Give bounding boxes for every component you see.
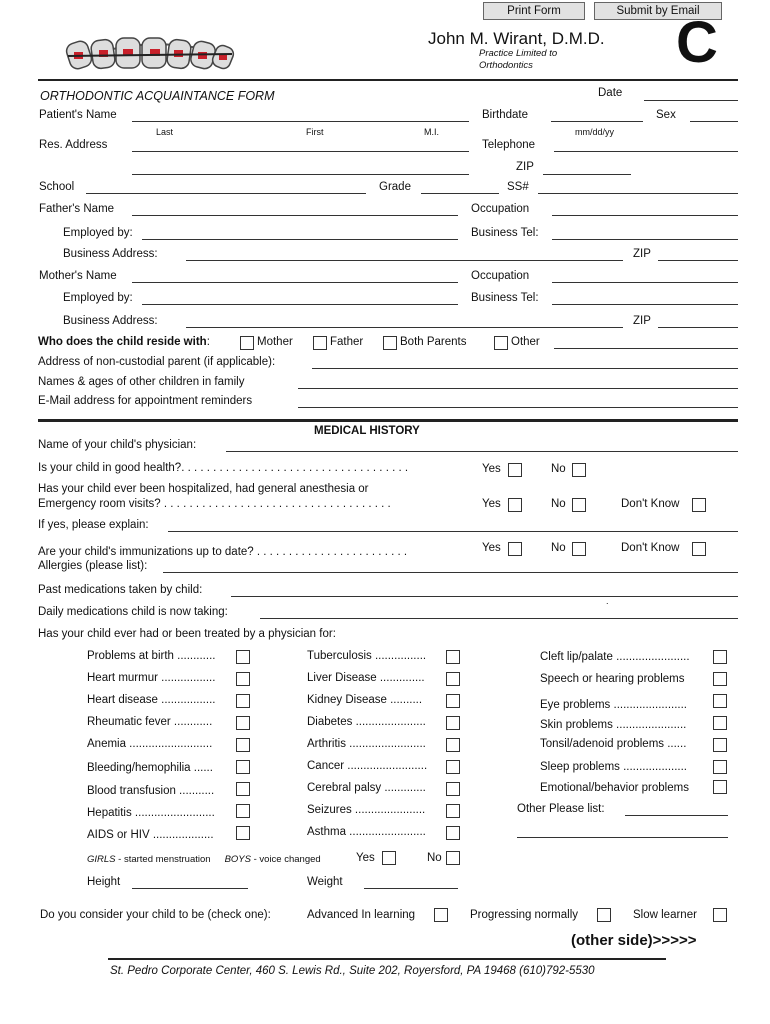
learning-question: Do you consider your child to be (check one): (40, 909, 271, 921)
weight-field[interactable] (364, 888, 458, 889)
father-business-tel-field[interactable] (552, 239, 738, 240)
condition-checkbox[interactable] (236, 716, 250, 730)
mother-zip-label: ZIP (633, 315, 651, 327)
date-label: Date (598, 87, 623, 99)
condition-checkbox[interactable] (713, 672, 727, 686)
reside-father-label: Father (330, 336, 364, 348)
braces-logo-icon (64, 26, 236, 82)
condition-checkbox[interactable] (446, 650, 460, 664)
medical-heading: MEDICAL HISTORY (314, 425, 420, 437)
medical-rule (38, 419, 738, 422)
email-field[interactable] (298, 407, 738, 408)
last-sublabel: Last (156, 127, 174, 137)
date-field[interactable] (644, 100, 738, 101)
father-name-field[interactable] (132, 215, 458, 216)
reside-father-checkbox[interactable] (313, 336, 327, 350)
school-label: School (39, 181, 75, 193)
height-label: Height (87, 876, 121, 888)
hospital-question-2: Emergency room visits? . . . . . . . . . . . . . . . . . . . . . . . . . . . . . . . . . . . . (38, 498, 391, 510)
father-business-tel-label: Business Tel: (471, 227, 539, 239)
form-letter: C (676, 10, 718, 75)
puberty-no-label: No (427, 852, 442, 864)
grade-field[interactable] (421, 193, 499, 194)
hospital-dontknow-checkbox[interactable] (692, 498, 706, 512)
condition-label: Sleep problems .................... (540, 761, 688, 773)
girls-boys-note (87, 854, 321, 865)
telephone-label: Telephone (482, 139, 536, 151)
father-occupation-label: Occupation (471, 203, 530, 215)
condition-checkbox[interactable] (236, 782, 250, 796)
mother-business-tel-field[interactable] (552, 304, 738, 305)
doctor-name: John M. Wirant, D.M.D. (428, 29, 605, 48)
other-list-field-1[interactable] (625, 815, 728, 816)
reside-both-checkbox[interactable] (383, 336, 397, 350)
patient-name-field[interactable] (132, 121, 469, 122)
condition-checkbox[interactable] (236, 760, 250, 774)
learning-advanced-label: Advanced In learning (307, 909, 416, 921)
mother-business-address-field[interactable] (186, 327, 623, 328)
school-field[interactable] (86, 193, 366, 194)
immunization-question: Are your child's immunizations up to date? . . . . . . . . . . . . . . . . . . . . . . . . (38, 546, 408, 558)
mother-occupation-field[interactable] (552, 282, 738, 283)
telephone-field[interactable] (554, 151, 738, 152)
puberty-no-checkbox[interactable] (446, 851, 460, 865)
condition-label: Diabetes ...................... (307, 716, 426, 728)
other-list-field-2[interactable] (517, 837, 728, 838)
condition-checkbox[interactable] (713, 738, 727, 752)
daily-meds-field[interactable] (260, 618, 738, 619)
condition-checkbox[interactable] (446, 672, 460, 686)
father-business-address-field[interactable] (186, 260, 623, 261)
reside-both-label: Both Parents (400, 336, 467, 348)
date-format-sublabel: mm/dd/yy (575, 127, 615, 137)
explain-label: If yes, please explain: (38, 519, 149, 531)
condition-checkbox[interactable] (236, 804, 250, 818)
boys-label: BOYS (224, 854, 251, 865)
first-sublabel: First (306, 127, 324, 137)
father-name-label: Father's Name (39, 203, 115, 215)
condition-label: Arthritis ........................ (307, 738, 426, 750)
condition-label: Asthma ........................ (307, 826, 426, 838)
past-meds-label: Past medications taken by child: (38, 584, 203, 596)
learning-normal-label: Progressing normally (470, 909, 579, 921)
father-zip-field[interactable] (658, 260, 738, 261)
condition-label: Hepatitis ......................... (87, 807, 215, 819)
sex-label: Sex (656, 109, 676, 121)
condition-label: Skin problems ...................... (540, 719, 687, 731)
condition-label: Tuberculosis ................ (307, 650, 427, 662)
girls-label: GIRLS (87, 854, 116, 865)
footer-address: St. Pedro Corporate Center, 460 S. Lewis Rd., Suite 202, Royersford, PA 19468 (610)792-5530 (110, 965, 595, 977)
condition-label: AIDS or HIV ................... (87, 829, 214, 841)
reside-other-label: Other (511, 336, 540, 348)
hospital-no-checkbox[interactable] (572, 498, 586, 512)
condition-checkbox[interactable] (236, 826, 250, 840)
address-label: Res. Address (39, 139, 108, 151)
condition-checkbox[interactable] (236, 738, 250, 752)
birthdate-field[interactable] (551, 121, 643, 122)
immunization-dontknow-label: Don't Know (621, 542, 680, 554)
health-no-label: No (551, 463, 566, 475)
patient-zip-field[interactable] (543, 174, 631, 175)
noncustodial-label: Address of non-custodial parent (if applicable): (38, 356, 276, 368)
condition-label: Tonsil/adenoid problems ...... (540, 738, 687, 750)
health-no-checkbox[interactable] (572, 463, 586, 477)
condition-label: Cleft lip/palate ....................... (540, 651, 690, 663)
explain-field[interactable] (168, 531, 738, 532)
condition-checkbox[interactable] (236, 694, 250, 708)
reside-mother-label: Mother (257, 336, 293, 348)
mother-employed-label: Employed by: (63, 292, 133, 304)
condition-checkbox[interactable] (713, 716, 727, 730)
learning-advanced-checkbox[interactable] (434, 908, 448, 922)
father-employed-field[interactable] (142, 239, 458, 240)
reside-question-colon: : (206, 336, 210, 348)
reside-other-checkbox[interactable] (494, 336, 508, 350)
immunization-dontknow-checkbox[interactable] (692, 542, 706, 556)
form-title: ORTHODONTIC ACQUAINTANCE FORM (40, 89, 275, 103)
physician-field[interactable] (226, 451, 738, 452)
past-meds-field[interactable] (231, 596, 738, 597)
health-yes-checkbox[interactable] (508, 463, 522, 477)
condition-checkbox[interactable] (713, 694, 727, 708)
condition-label: Problems at birth ............ (87, 650, 216, 662)
submit-by-email-button[interactable]: Submit by Email (594, 2, 722, 20)
hospital-yes-label: Yes (482, 498, 501, 510)
mi-sublabel: M.I. (424, 127, 439, 137)
reside-other-field[interactable] (554, 348, 738, 349)
father-occupation-field[interactable] (552, 215, 738, 216)
condition-label: Cerebral palsy ............. (307, 782, 426, 794)
learning-slow-label: Slow learner (633, 909, 697, 921)
health-yes-label: Yes (482, 463, 501, 475)
ssn-label: SS# (507, 181, 529, 193)
condition-checkbox[interactable] (713, 760, 727, 774)
hospital-question-1: Has your child ever been hospitalized, had general anesthesia or (38, 483, 369, 495)
patient-name-label: Patient's Name (39, 109, 117, 121)
birthdate-label: Birthdate (482, 109, 529, 121)
other-side-note: (other side)>>>>> (571, 932, 697, 949)
condition-label: Seizures ...................... (307, 804, 426, 816)
weight-label: Weight (307, 876, 343, 888)
condition-label: Kidney Disease .......... (307, 694, 423, 706)
immunization-yes-label: Yes (482, 542, 501, 554)
immunization-no-checkbox[interactable] (572, 542, 586, 556)
condition-label: Blood transfusion ........... (87, 785, 215, 797)
mother-name-label: Mother's Name (39, 270, 117, 282)
reside-question (38, 336, 210, 348)
treated-label: Has your child ever had or been treated by a physician for: (38, 628, 336, 640)
footer-rule (108, 958, 666, 960)
puberty-yes-label: Yes (356, 852, 375, 864)
condition-checkbox[interactable] (446, 716, 460, 730)
learning-normal-checkbox[interactable] (597, 908, 611, 922)
girls-text: - started menstruation (115, 854, 211, 865)
condition-checkbox[interactable] (446, 738, 460, 752)
condition-checkbox[interactable] (236, 672, 250, 686)
condition-label: Heart disease ................. (87, 694, 216, 706)
siblings-field[interactable] (298, 388, 738, 389)
allergies-field[interactable] (163, 572, 738, 573)
learning-slow-checkbox[interactable] (713, 908, 727, 922)
condition-label: Anemia .......................... (87, 738, 213, 750)
boys-text: - voice changed (250, 854, 321, 865)
mother-business-tel-label: Business Tel: (471, 292, 539, 304)
stray-dot: . (606, 596, 609, 606)
height-field[interactable] (132, 888, 248, 889)
siblings-label: Names & ages of other children in family (38, 376, 245, 388)
hospital-no-label: No (551, 498, 566, 510)
condition-checkbox[interactable] (713, 780, 727, 794)
patient-zip-label: ZIP (516, 161, 534, 173)
condition-label: Heart murmur ................. (87, 672, 216, 684)
condition-label: Speech or hearing problems (540, 673, 685, 685)
condition-label: Eye problems ....................... (540, 699, 687, 711)
sex-field[interactable] (690, 121, 738, 122)
allergies-label: Allergies (please list): (38, 560, 148, 572)
father-zip-label: ZIP (633, 248, 651, 260)
condition-checkbox[interactable] (713, 650, 727, 664)
hospital-dontknow-label: Don't Know (621, 498, 680, 510)
health-question: Is your child in good health?. . . . . . . . . . . . . . . . . . . . . . . . . . . . . . . . . . . . (38, 462, 409, 474)
condition-checkbox[interactable] (446, 694, 460, 708)
immunization-no-label: No (551, 542, 566, 554)
hospital-yes-checkbox[interactable] (508, 498, 522, 512)
condition-label: Bleeding/hemophilia ...... (87, 762, 213, 774)
condition-checkbox[interactable] (236, 650, 250, 664)
print-form-button[interactable]: Print Form (483, 2, 585, 20)
header-rule (38, 79, 738, 81)
address-field-1[interactable] (132, 151, 469, 152)
condition-label: Liver Disease .............. (307, 672, 425, 684)
reside-question-text: Who does the child reside with (38, 336, 207, 348)
condition-label: Cancer ......................... (307, 760, 428, 772)
daily-meds-label: Daily medications child is now taking: (38, 606, 228, 618)
physician-label: Name of your child's physician: (38, 439, 197, 451)
ssn-field[interactable] (538, 193, 738, 194)
noncustodial-field[interactable] (312, 368, 738, 369)
mother-name-field[interactable] (132, 282, 458, 283)
father-business-address-label: Business Address: (63, 248, 158, 260)
address-field-2[interactable] (132, 174, 469, 175)
puberty-yes-checkbox[interactable] (382, 851, 396, 865)
mother-business-address-label: Business Address: (63, 315, 158, 327)
practice-line-1: Practice Limited to (479, 48, 558, 59)
mother-zip-field[interactable] (658, 327, 738, 328)
email-label: E-Mail address for appointment reminders (38, 395, 253, 407)
condition-label: Rheumatic fever ............ (87, 716, 213, 728)
mother-employed-field[interactable] (142, 304, 458, 305)
immunization-yes-checkbox[interactable] (508, 542, 522, 556)
condition-checkbox[interactable] (446, 782, 460, 796)
condition-checkbox[interactable] (446, 804, 460, 818)
mother-occupation-label: Occupation (471, 270, 530, 282)
other-list-label: Other Please list: (517, 803, 605, 815)
condition-checkbox[interactable] (446, 826, 460, 840)
reside-mother-checkbox[interactable] (240, 336, 254, 350)
condition-checkbox[interactable] (446, 760, 460, 774)
father-employed-label: Employed by: (63, 227, 133, 239)
practice-line-2: Orthodontics (479, 60, 533, 71)
grade-label: Grade (379, 181, 411, 193)
condition-label: Emotional/behavior problems (540, 782, 689, 794)
